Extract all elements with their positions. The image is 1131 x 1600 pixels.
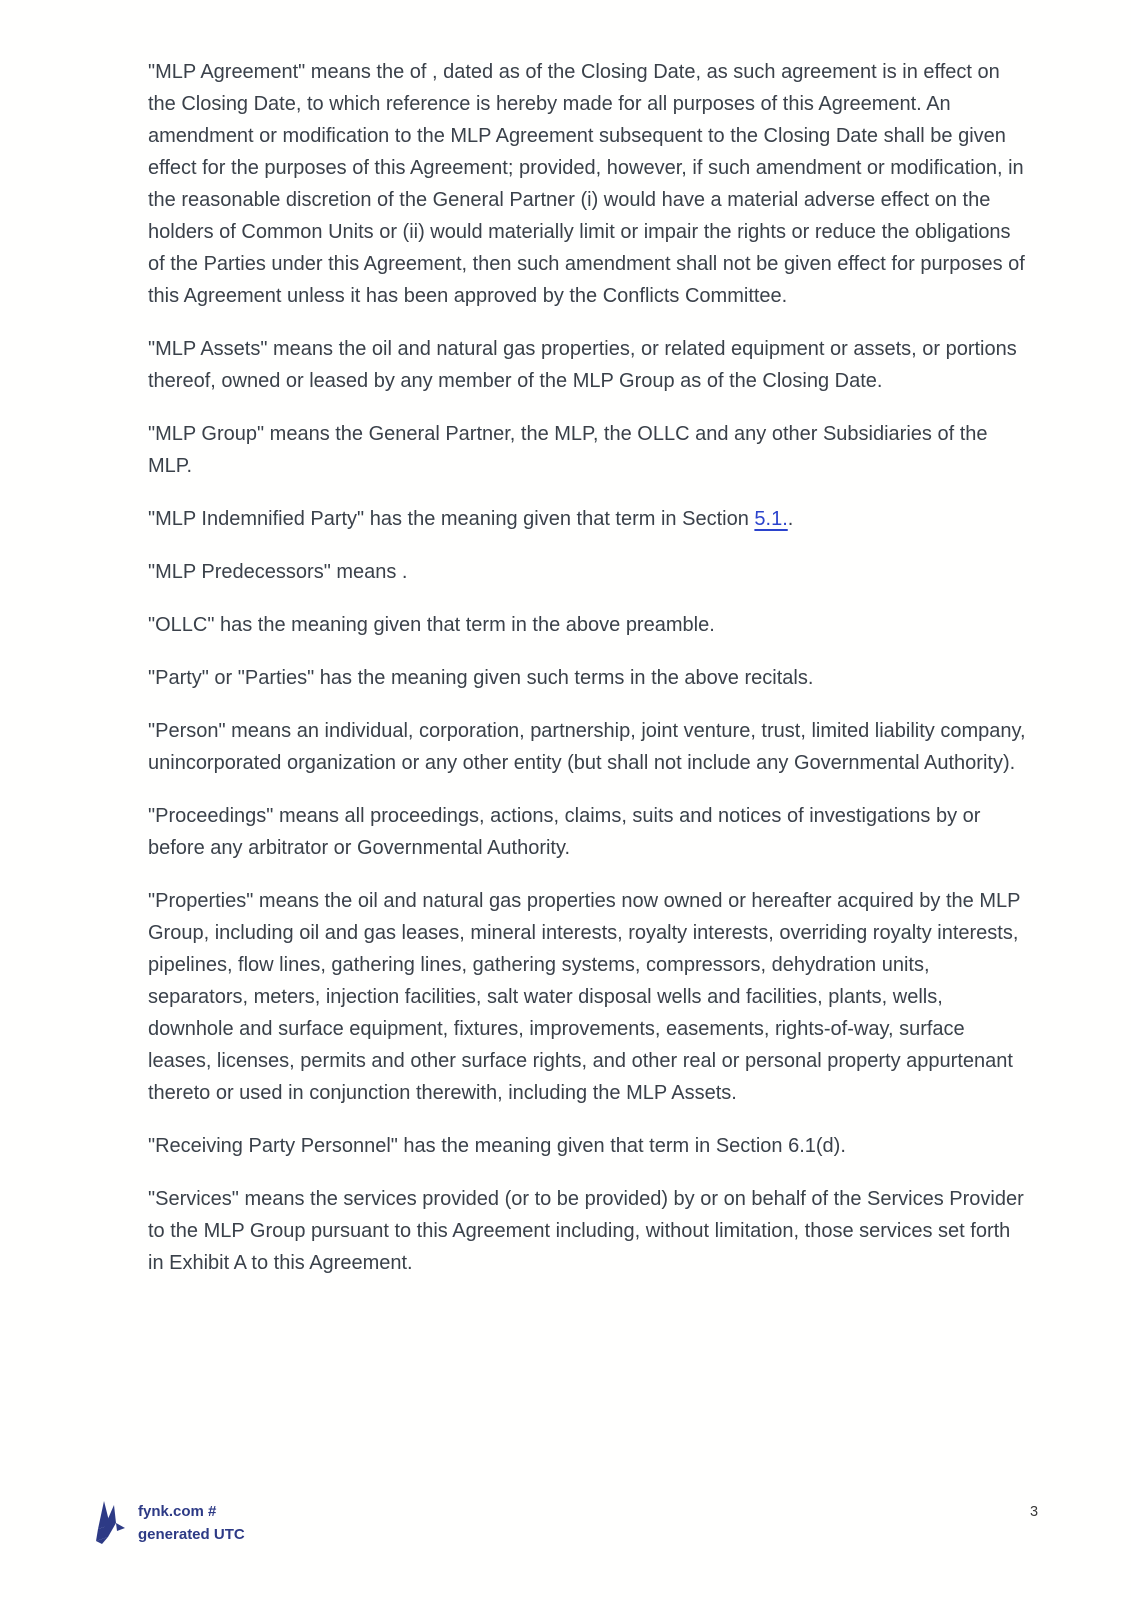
page-number: 3 [1029,1504,1039,1520]
footer-brand-text [138,1500,245,1546]
definition-party-parties: "Party" or "Parties" has the meaning given such terms in the above recitals. [148,667,814,689]
definitions-section [148,56,1030,1300]
definition-mlp-predecessors: "MLP Predecessors" means . [148,561,408,583]
definition-services: "Services" means the services provided (or to be provided) by or on behalf of the Services Provider to the MLP Group pursuant to this Agreement including, without limitation, those services set forth in Exhibit A to this Agreement. [148,1188,1024,1274]
definition-mlp-assets: "MLP Assets" means the oil and natural gas properties, or related equipment or assets, or portions thereof, owned or leased by any member of the MLP Group as of the Closing Date. [148,338,1017,392]
definition-mlp-group: "MLP Group" means the General Partner, the MLP, the OLLC and any other Subsidiaries of the MLP. [148,423,988,477]
origami-bird-icon [92,1501,128,1545]
definition-text-after-link: . [787,508,794,530]
footer-brand [92,1500,245,1546]
definition-text-before-link: "MLP Indemnified Party" has the meaning given that term in Section [148,508,755,530]
definition-mlp-agreement: "MLP Agreement" means the of , dated as of the Closing Date, as such agreement is in effect on the Closing Date, to which reference is hereby made for all purposes of this Agreement. An amendment or modification to the MLP Agreement subsequent to the Closing Date shall be given effect for the purposes of this Agreement; provided, however, if such amendment or modification, in the reasonable discretion of the General Partner (i) would have a material adverse effect on the holders of Common Units or (ii) would materially limit or impair the rights or reduce the obligations of the Parties under this Agreement, then such amendment shall not be given effect for purposes of this Agreement unless it has been approved by the Conflicts Committee. [148,61,1025,307]
definition-ollc: "OLLC" has the meaning given that term in the above preamble. [148,614,715,636]
definition-proceedings: "Proceedings" means all proceedings, actions, claims, suits and notices of investigations by or before any arbitrator or Governmental Authority. [148,805,981,859]
definition-mlp-indemnified-party [148,503,1030,535]
footer-brand-line1: fynk.com # [138,1503,217,1520]
definition-person: "Person" means an individual, corporation, partnership, joint venture, trust, limited liability company, unincorporated organization or any other entity (but shall not include any Governmental Authority). [148,720,1026,774]
definition-properties: "Properties" means the oil and natural gas properties now owned or hereafter acquired by the MLP Group, including oil and gas leases, mineral interests, royalty interests, overriding royalty interests, pipelines, flow lines, gathering lines, gathering systems, compressors, dehydration units, separators, meters, injection facilities, salt water disposal wells and facilities, plants, wells, downhole and surface equipment, fixtures, improvements, easements, rights-of-way, surface leases, licenses, permits and other surface rights, and other real or personal property appurtenant thereto or used in conjunction therewith, including the MLP Assets. [148,890,1021,1104]
section-5-1-link[interactable]: 5.1. [754,508,788,530]
definition-receiving-party-personnel: "Receiving Party Personnel" has the meaning given that term in Section 6.1(d). [148,1135,846,1157]
footer-brand-line2: generated UTC [138,1526,245,1543]
